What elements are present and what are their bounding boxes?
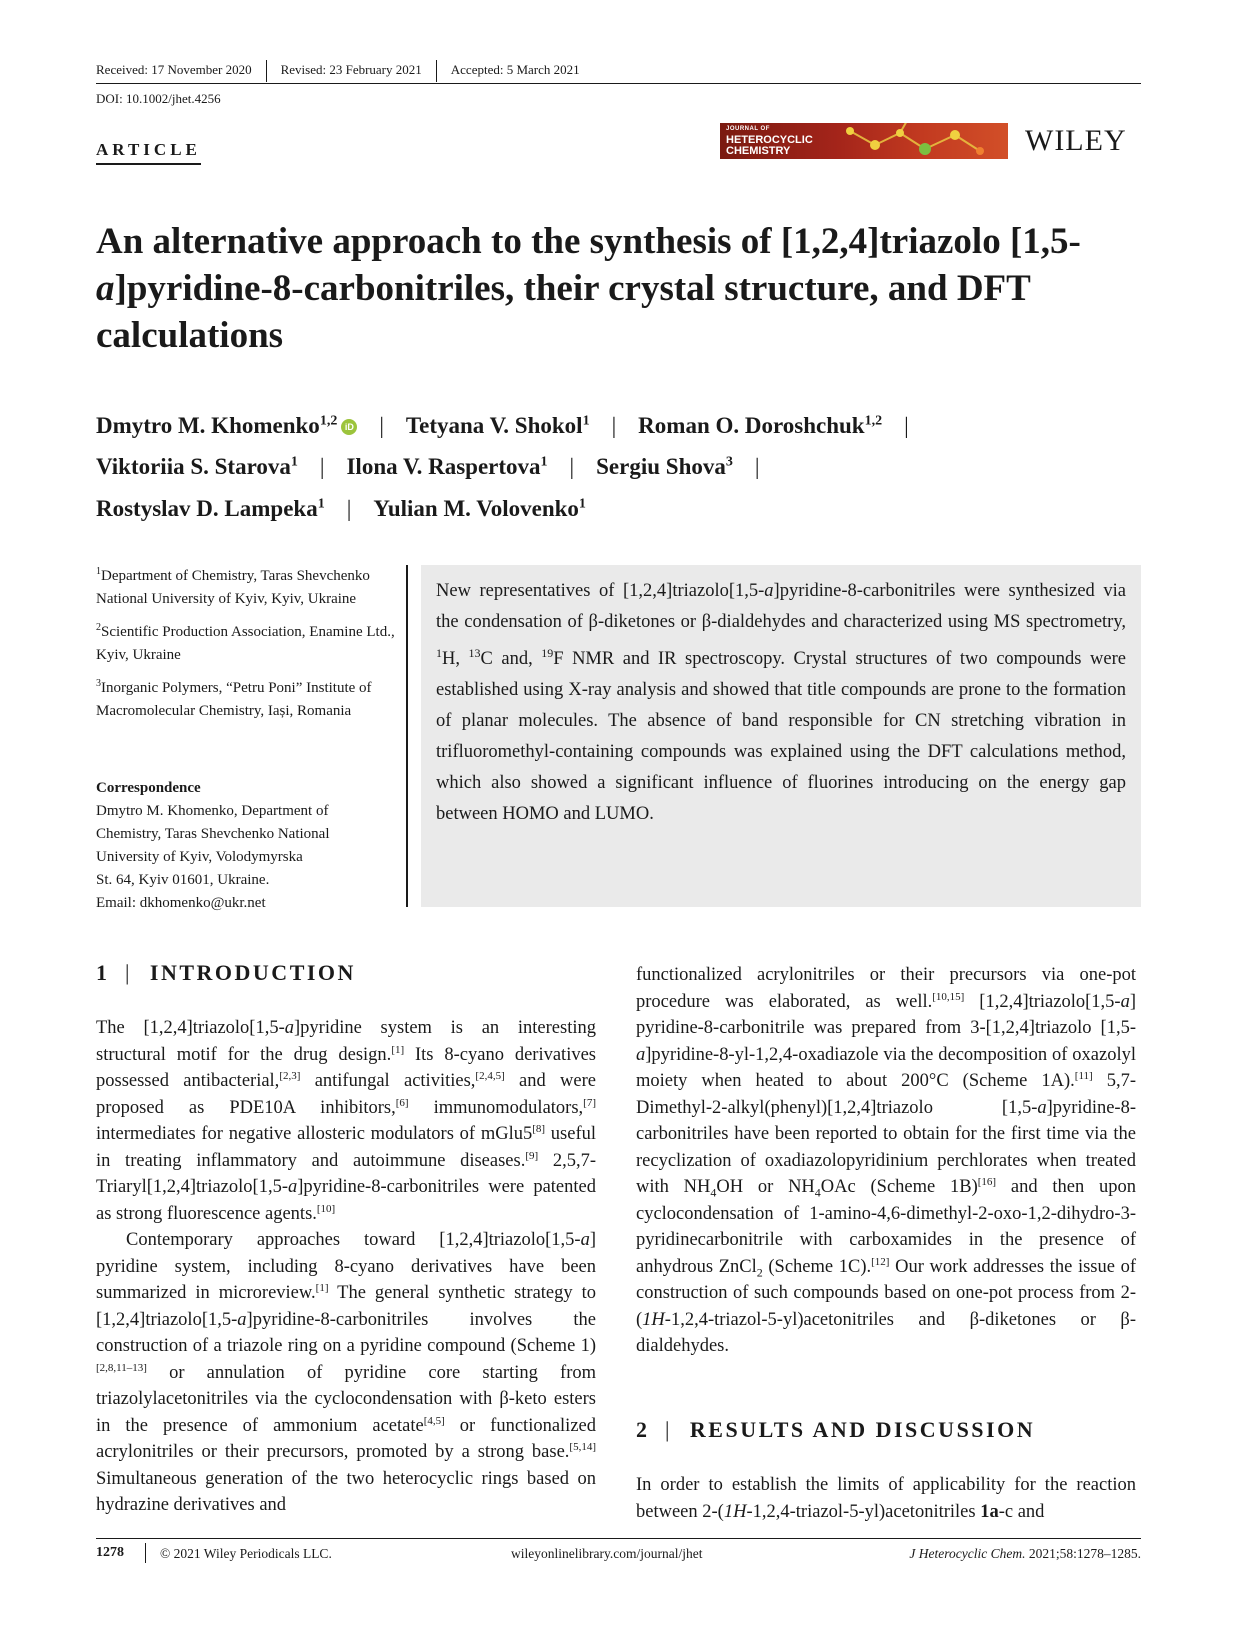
correspondence: Correspondence Dmytro M. Khomenko, Department of Chemistry, Taras Shevchenko National University of Kyiv, Volodymyrska St. 64, Kyiv 01601, Ukraine. Email: dkhomenko@ukr.net xyxy=(96,777,396,915)
article-title: An alternative approach to the synthesis of [1,2,4]triazolo [1,5-a]pyridine-8-carbonitriles, their crystal structure, and DFT calculations xyxy=(96,221,1081,356)
citation-ref[interactable]: [2,3] xyxy=(279,1069,301,1082)
affiliations xyxy=(96,560,396,728)
citation-ref[interactable]: [16] xyxy=(977,1175,997,1188)
affiliation: $^3$Inorganic Polymers, “Petru Poni” Institute of Macromolecular Chemistry, Iași, Romania xyxy=(96,678,372,719)
author: Ilona V. Raspertova$^1$ xyxy=(346,454,548,480)
accepted-date: Accepted: 5 March 2021 xyxy=(436,60,594,82)
author-list: Dmytro M. Khomenko$^{1,2}$ iD | Tetyana V. Shokol$^1$ | Roman O. Doroshchuk$^{1,2}$ | Viktoriia S. Starova$^1$ | Ilona V. Raspertova$^1$ | Sergiu Shova$^3$ | Rostyslav D. Lampeka$^1$ | Yulian M. Volovenko$^1$ xyxy=(96,412,909,521)
author: Dmytro M. Khomenko$^{1,2}$ iD xyxy=(96,413,357,438)
article-type-label: ARTICLE xyxy=(96,140,201,165)
journal-banner xyxy=(720,123,1008,159)
citation-info: J Heterocyclic Chem. 2021;58:1278–1285. xyxy=(909,1546,1141,1561)
citation-ref[interactable]: [4,5] xyxy=(423,1414,445,1427)
citation-ref[interactable]: [6] xyxy=(395,1096,409,1109)
citation-ref[interactable]: [10,15] xyxy=(932,990,965,1003)
orcid-icon[interactable]: iD xyxy=(341,419,357,435)
author: Roman O. Doroshchuk$^{1,2}$ xyxy=(638,412,883,438)
journal-website[interactable]: wileyonlinelibrary.com/journal/jhet xyxy=(511,1546,703,1561)
affiliation: $^2$Scientific Production Association, Enamine Ltd., Kyiv, Ukraine xyxy=(96,622,395,663)
intro-body xyxy=(96,1015,596,1519)
citation-ref[interactable]: [12] xyxy=(871,1255,890,1268)
divider xyxy=(406,565,408,907)
citation-ref[interactable]: [5,14] xyxy=(569,1440,596,1453)
author: Sergiu Shova$^3$ xyxy=(596,454,733,480)
paragraph: In order to establish the limits of applicability for the reaction between 2-(1H-1,2,4-triazol-5-yl)acetonitriles 1a-c and xyxy=(636,1475,1136,1522)
article-history xyxy=(96,60,1141,82)
paragraph: The [1,2,4]triazolo[1,5-a]pyridine system is an interesting structural motif for the drug design.[1] Its 8-cyano derivatives possessed antibacterial,[2,3] antifungal activities,[2,4,5] and were proposed as PDE10A inhibitors,[6] immunomodulators,[7] intermediates for negative allosteric modulators of mGlu5[8] useful in treating inflammatory and autoimmune diseases.[9] 2,5,7-Triaryl[1,2,4]triazolo[1,5-a]pyridine-8-carbonitriles were patented as strong fluorescence agents.[10] xyxy=(96,1018,597,1224)
correspondence-heading: Correspondence xyxy=(96,780,201,796)
citation-ref[interactable]: [7] xyxy=(583,1096,596,1109)
publisher-logo: WILEY xyxy=(1025,124,1127,157)
citation-ref[interactable]: [2,8,11–13] xyxy=(96,1361,147,1374)
section-heading-introduction: 1 | INTRODUCTION xyxy=(96,960,356,985)
page-number: 1278 xyxy=(96,1545,124,1560)
citation-ref[interactable]: [8] xyxy=(532,1122,546,1135)
intro-body-continued xyxy=(636,962,1136,1360)
copyright: © 2021 Wiley Periodicals LLC. xyxy=(160,1546,332,1561)
citation-ref[interactable]: [9] xyxy=(525,1149,539,1162)
doi[interactable]: DOI: 10.1002/jhet.4256 xyxy=(96,91,221,106)
paragraph: Contemporary approaches toward [1,2,4]triazolo[1,5-a] pyridine system, including 8-cyano derivatives have been summarized in microreview.[1] The general synthetic strategy to [1,2,4]triazolo[1,5-a]pyridine-8-carbonitriles involves the construction of a triazole ring on a pyridine compound (Scheme 1)[2,8,11–13] or annulation of pyridine core starting from triazolylacetonitriles via the cyclocondensation with β-keto esters in the presence of ammonium acetate[4,5] or functionalized acrylonitriles or their precursors, promoted by a strong base.[5,14] Simultaneous generation of the two heterocyclic rings based on hydrazine derivatives and xyxy=(96,1230,596,1515)
paragraph: functionalized acrylonitriles or their precursors via one-pot procedure was elaborated, as well.[10,15] [1,2,4]triazolo[1,5-a] pyridine-8-carbonitrile was prepared from 3-[1,2,4]triazolo [1,5-a]pyridine-8-yl-1,2,4-oxadiazole via the decomposition of oxazolyl moiety when heated to about 200°C (Scheme 1A).[11] 5,7-Dimethyl-2-alkyl(phenyl)[1,2,4]triazolo [1,5-a]pyridine-8-carbonitriles have been reported to obtain for the first time via the recyclization of oxadiazolopyridinium perchlorates when treated with $NH_4OH$ or $NH_4OAc$ (Scheme 1B)[16] and then upon cyclocondensation of 1-amino-4,6-dimethyl-2-oxo-1,2-dihydro-3-pyridinecarbonitrile with carboxamides in the presence of anhydrous ZnCl$_2$ (Scheme 1C).[12] Our work addresses the issue of construction of such compounds based on one-pot process from 2-(1H-1,2,4-triazol-5-yl)acetonitriles and β-diketones or β-dialdehydes. xyxy=(636,965,1136,1356)
citation-ref[interactable]: [11] xyxy=(1074,1069,1093,1082)
section-heading-results: 2 | RESULTS AND DISCUSSION xyxy=(636,1417,1036,1442)
author: Yulian M. Volovenko$^1$ xyxy=(373,495,586,521)
citation-ref[interactable]: [10] xyxy=(316,1202,336,1215)
correspondence-email[interactable]: Email: dkhomenko@ukr.net xyxy=(96,895,266,911)
results-body xyxy=(636,1472,1136,1525)
author: Tetyana V. Shokol$^1$ xyxy=(405,412,590,438)
author: Rostyslav D. Lampeka$^1$ xyxy=(96,495,325,521)
affiliation: $^1$Department of Chemistry, Taras Shevchenko National University of Kyiv, Kyiv, Ukraine xyxy=(96,566,370,607)
citation-ref[interactable]: [1] xyxy=(315,1281,329,1294)
journal-name: JOURNAL OF HETEROCYCLIC CHEMISTRY xyxy=(726,126,813,157)
author: Viktoriia S. Starova$^1$ xyxy=(96,454,298,480)
received-date: Received: 17 November 2020 xyxy=(96,62,252,77)
revised-date: Revised: 23 February 2021 xyxy=(266,60,436,82)
abstract: New representatives of [1,2,4]triazolo[1,5-a]pyridine-8-carbonitriles were synthesized via the condensation of β-diketones or β-dialdehydes and characterized using MS spectrometry, $^1$H, $^{13}$C and, $^{19}$F NMR and IR spectroscopy. Crystal structures of two compounds were established using X-ray analysis and showed that title compounds are prone to the formation of planar molecules. The absence of band responsible for CN stretching vibration in trifluoromethyl-containing compounds was explained using the DFT calculations method, which also showed a significant influence of fluorines introducing on the energy gap between HOMO and LUMO. xyxy=(421,565,1141,907)
citation-ref[interactable]: [2,4,5] xyxy=(475,1069,505,1082)
citation-ref[interactable]: [1] xyxy=(391,1043,405,1056)
header-rule xyxy=(96,83,1141,84)
molecule-graphic xyxy=(830,123,1008,159)
footer-rule xyxy=(96,1538,1141,1539)
